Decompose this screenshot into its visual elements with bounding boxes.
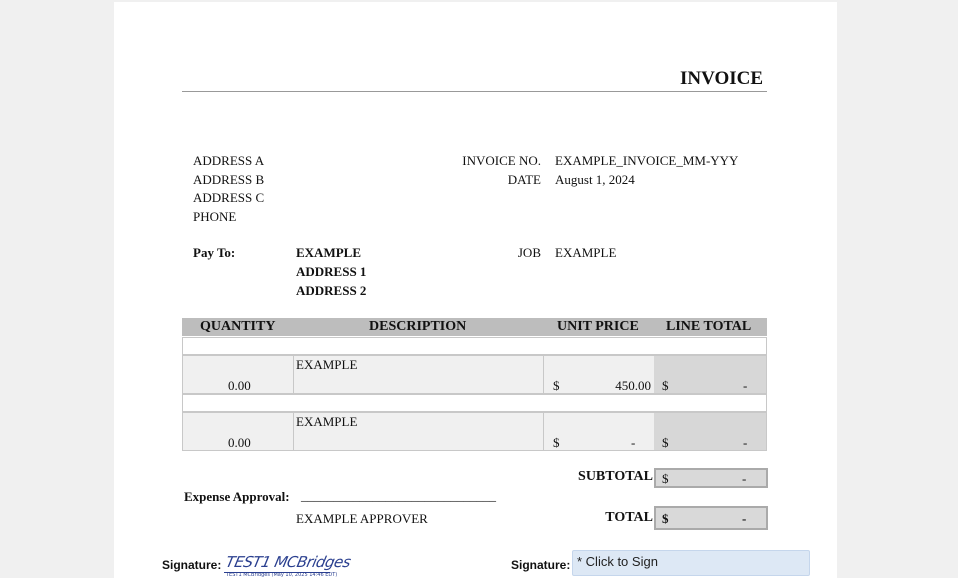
pay-to-line-3: ADDRESS 2 [296,283,367,298]
header-description: DESCRIPTION [369,319,467,334]
unit-price-cell [544,413,655,450]
line-total-cell [654,413,766,450]
job-label: JOB [517,245,541,260]
row-unit-price: - [631,435,636,450]
from-address-line-1: ADDRESS A [193,153,265,168]
from-address-line-3: ADDRESS C [193,190,265,205]
subtotal-label: SUBTOTAL [578,469,653,484]
from-phone: PHONE [193,209,237,224]
subtotal-value: - [742,471,747,486]
pay-to-line-1: EXAMPLE [296,245,361,260]
line-total-cell [654,356,766,393]
pay-to-label: Pay To: [193,245,236,260]
approver-name: EXAMPLE APPROVER [296,511,428,526]
table-header [182,318,767,336]
signature-name: TEST1 MCBridges [224,553,353,571]
subtotal-box [654,468,768,488]
invoice-no-value: EXAMPLE_INVOICE_MM-YYY [555,153,739,168]
total-box [654,506,768,530]
completed-signature [224,553,353,578]
row-unit-price: 450.00 [615,378,651,393]
total-label: TOTAL [605,510,653,525]
row-quantity: 0.00 [228,435,251,450]
header-quantity: QUANTITY [200,319,276,334]
table-spacer-row [182,394,767,412]
row-description: EXAMPLE [296,357,358,372]
table-row [182,412,767,451]
signature-label-right: Signature: [511,558,571,572]
date-value: August 1, 2024 [555,172,635,187]
from-address-line-2: ADDRESS B [193,172,265,187]
signature-timestamp: TEST1 MCBridges (May 10, 2025 14:46 EDT) [226,572,338,578]
row-unit-currency: $ [553,435,560,450]
row-line-currency: $ [662,378,669,393]
invoice-page [114,2,837,578]
header-unit-price: UNIT PRICE [557,319,639,334]
job-value: EXAMPLE [555,245,617,260]
approval-signature-line: ______________________________ [301,488,496,503]
row-line-total: - [743,378,748,393]
total-value: - [742,511,747,526]
signature-label-left: Signature: [162,558,222,572]
invoice-no-label: INVOICE NO. [462,153,541,168]
table-row [182,355,767,394]
expense-approval-label: Expense Approval: [184,489,290,504]
title-rule [182,91,767,92]
click-to-sign-field[interactable]: * Click to Sign [572,550,810,576]
row-unit-currency: $ [553,378,560,393]
row-description: EXAMPLE [296,414,358,429]
row-quantity: 0.00 [228,378,251,393]
subtotal-currency: $ [662,471,669,486]
table-spacer-row [182,337,767,355]
row-line-total: - [743,435,748,450]
date-label: DATE [507,172,541,187]
pay-to-line-2: ADDRESS 1 [296,264,367,279]
row-line-currency: $ [662,435,669,450]
invoice-title: INVOICE [680,68,764,89]
header-line-total: LINE TOTAL [666,319,752,334]
total-currency: $ [662,511,669,526]
